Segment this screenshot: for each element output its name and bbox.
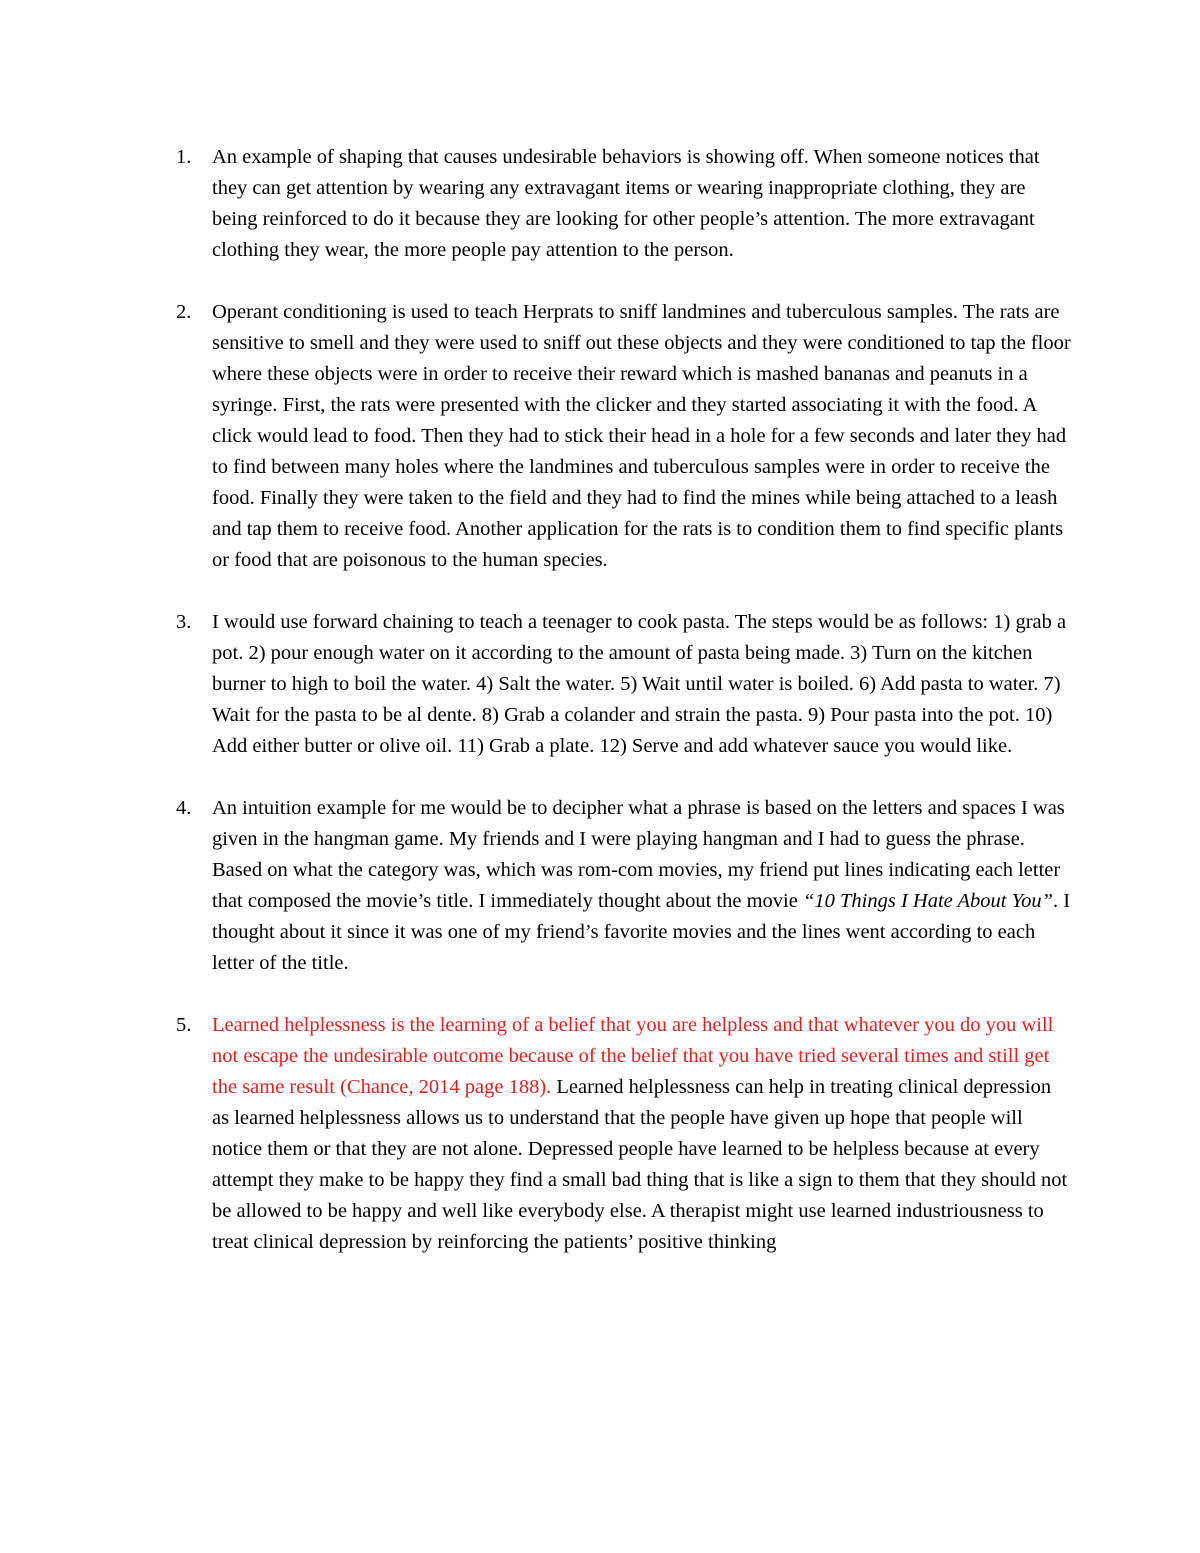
list-item	[0, 1010, 1200, 1258]
item-text-part: An intuition example for me would be to decipher what a phrase is based on the letters and spaces I was given in the hangman game. My friends and I were playing hangman and I had to guess the phrase. Based on what the category was, which was rom-com movies, my friend put lines indicating each letter that composed the movie’s title. I immediately thought about the movie	[212, 797, 1065, 912]
item-number: 5.	[176, 1014, 192, 1036]
item-text	[212, 793, 1072, 979]
item-number: 4.	[176, 797, 192, 819]
item-text: Operant conditioning is used to teach Herprats to sniff landmines and tuberculous samples. The rats are sensitive to smell and they were used to sniff out these objects and they were conditioned to tap the floor where these objects were in order to receive their reward which is mashed bananas and peanuts in a syringe. First, the rats were presented with the clicker and they started associating it with the food. A click would lead to food. Then they had to stick their head in a hole for a few seconds and later they had to find between many holes where the landmines and tuberculous samples were in order to receive the food. Finally they were taken to the field and they had to find the mines while being attached to a leash and tap them to receive food. Another application for the rats is to condition them to find specific plants or food that are poisonous to the human species.	[212, 301, 1071, 571]
movie-title: “10 Things I Hate About You”	[802, 890, 1054, 912]
list-item	[0, 607, 1200, 762]
answer-list	[0, 142, 1200, 1289]
item-number: 2.	[176, 301, 192, 323]
list-item	[0, 142, 1200, 266]
item-number: 1.	[176, 146, 192, 168]
item-text	[212, 1010, 1072, 1258]
list-item	[0, 793, 1200, 979]
item-text-part: . I thought about it since it was one of my friend’s favorite movies and the lines went according to each letter of the title.	[212, 890, 1071, 974]
item-text: An example of shaping that causes undesirable behaviors is showing off. When someone notices that they can get attention by wearing any extravagant items or wearing inappropriate clothing, they are being reinforced to do it because they are looking for other people’s attention. The more extravagant clothing they wear, the more people pay attention to the person.	[212, 146, 1040, 261]
definition-highlight: Learned helplessness is the learning of a belief that you are helpless and that whatever you do you will not escape the undesirable outcome because of the belief that you have tried several times and still get the same result (Chance, 2014 page 188).	[212, 1014, 1054, 1098]
item-text: I would use forward chaining to teach a teenager to cook pasta. The steps would be as follows: 1) grab a pot. 2) pour enough water on it according to the amount of pasta being made. 3) Turn on the kitchen burner to high to boil the water. 4) Salt the water. 5) Wait until water is boiled. 6) Add pasta to water. 7) Wait for the pasta to be al dente. 8) Grab a colander and strain the pasta. 9) Pour pasta into the pot. 10) Add either butter or olive oil. 11) Grab a plate. 12) Serve and add whatever sauce you would like.	[212, 611, 1067, 757]
list-item	[0, 297, 1200, 576]
item-text-part: Learned helplessness can help in treating clinical depression as learned helplessness allows us to understand that the people have given up hope that people will notice them or that they are not alone. Depressed people have learned to be helpless because at every attempt they make to be happy they find a small bad thing that is like a sign to them that they should not be allowed to be happy and well like everybody else. A therapist might use learned industriousness to treat clinical depression by reinforcing the patients’ positive thinking	[212, 1076, 1068, 1253]
item-number: 3.	[176, 611, 192, 633]
